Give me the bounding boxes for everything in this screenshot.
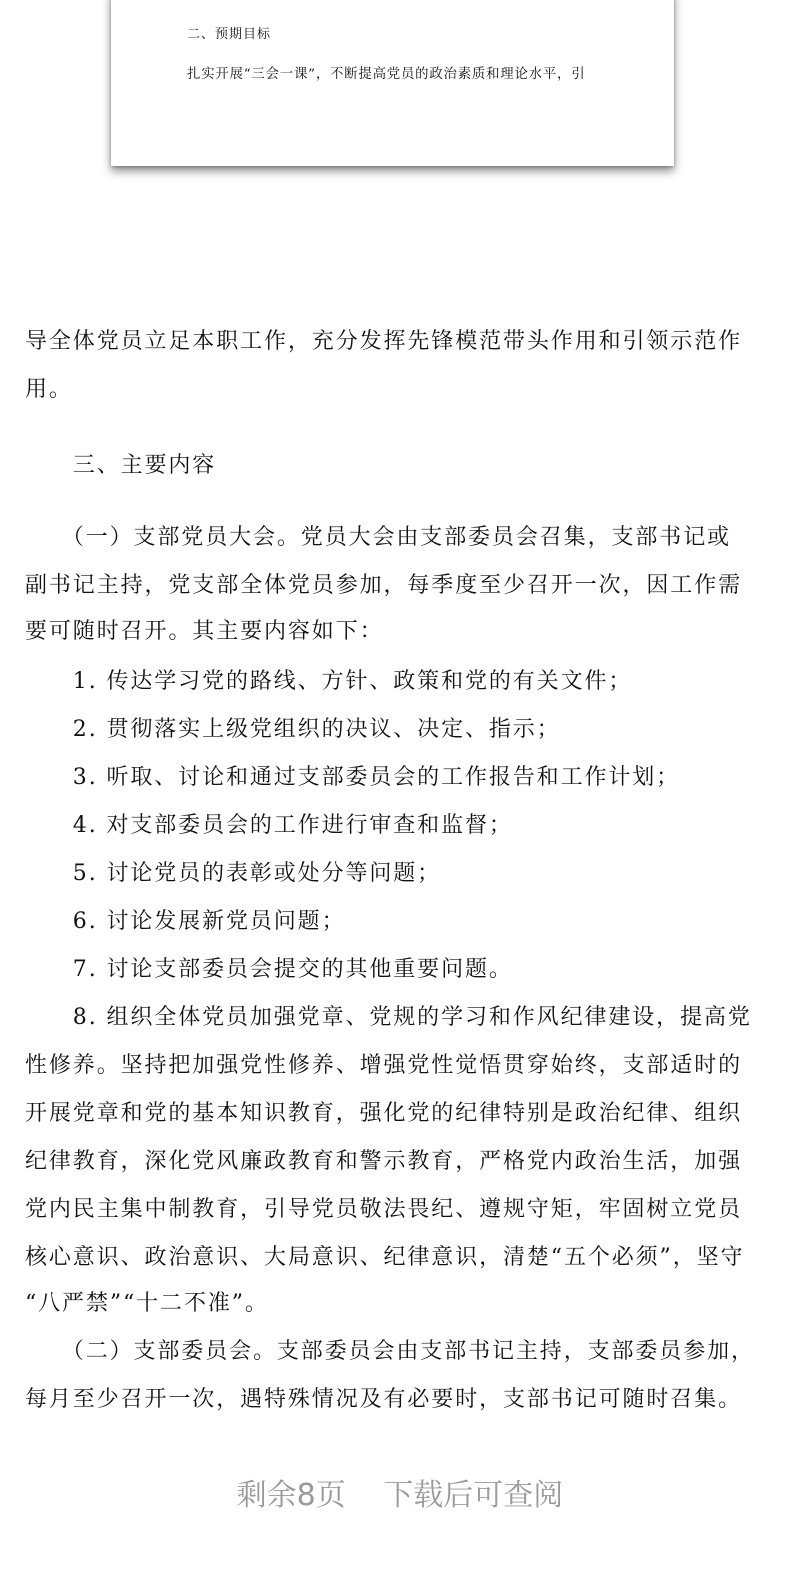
text-line: 7. 讨论支部委员会提交的其他重要问题。 xyxy=(25,957,513,982)
text-line: 用。 xyxy=(25,377,73,402)
text-line: 开展党章和党的基本知识教育，强化党的纪律特别是政治纪律、组织 xyxy=(25,1101,743,1126)
text-line: 4. 对支部委员会的工作进行审查和监督； xyxy=(25,813,513,838)
text-line: 性修养。坚持把加强党性修养、增强党性觉悟贯穿始终，支部适时的 xyxy=(25,1053,743,1078)
section-heading: 二、预期目标 xyxy=(187,27,272,42)
remaining-pages-label: 剩余8页 xyxy=(236,1478,346,1513)
text-line: “八严禁”“十二不准”。 xyxy=(25,1291,269,1316)
text-line: （二）支部委员会。支部委员会由支部书记主持，支部委员参加， xyxy=(25,1339,755,1364)
text-line: 纪律教育，深化党风廉政教育和警示教育，严格党内政治生活，加强 xyxy=(25,1149,743,1174)
text-line: 三、主要内容 xyxy=(25,453,217,478)
paragraph-line: 扎实开展“三会一课”，不断提高党员的政治素质和理论水平，引 xyxy=(187,67,586,82)
text-line: 5. 讨论党员的表彰或处分等问题； xyxy=(25,861,442,886)
text-line: 6. 讨论发展新党员问题； xyxy=(25,909,346,934)
text-line: 副书记主持，党支部全体党员参加，每季度至少召开一次，因工作需 xyxy=(25,573,743,598)
download-to-view-label[interactable]: 下载后可查阅 xyxy=(383,1478,564,1513)
text-line: 党内民主集中制教育，引导党员敬法畏纪、遵规守矩，牢固树立党员 xyxy=(25,1197,743,1222)
text-line: 要可随时召开。其主要内容如下： xyxy=(25,619,384,644)
text-line: 1. 传达学习党的路线、方针、政策和党的有关文件； xyxy=(25,669,633,694)
download-prompt[interactable] xyxy=(0,1470,800,1514)
text-line: 8. 组织全体党员加强党章、党规的学习和作风纪律建设，提高党 xyxy=(25,1005,752,1030)
text-line: （一）支部党员大会。党员大会由支部委员会召集，支部书记或 xyxy=(25,525,732,550)
document-page-preview xyxy=(111,0,674,166)
text-line: 核心意识、政治意识、大局意识、纪律意识，清楚“五个必须”，坚守 xyxy=(25,1245,745,1270)
text-line: 2. 贯彻落实上级党组织的决议、决定、指示； xyxy=(25,717,561,742)
text-line: 3. 听取、讨论和通过支部委员会的工作报告和工作计划； xyxy=(25,765,681,790)
text-line: 导全体党员立足本职工作，充分发挥先锋模范带头作用和引领示范作 xyxy=(25,329,743,354)
text-line: 每月至少召开一次，遇特殊情况及有必要时，支部书记可随时召集。 xyxy=(25,1387,743,1412)
